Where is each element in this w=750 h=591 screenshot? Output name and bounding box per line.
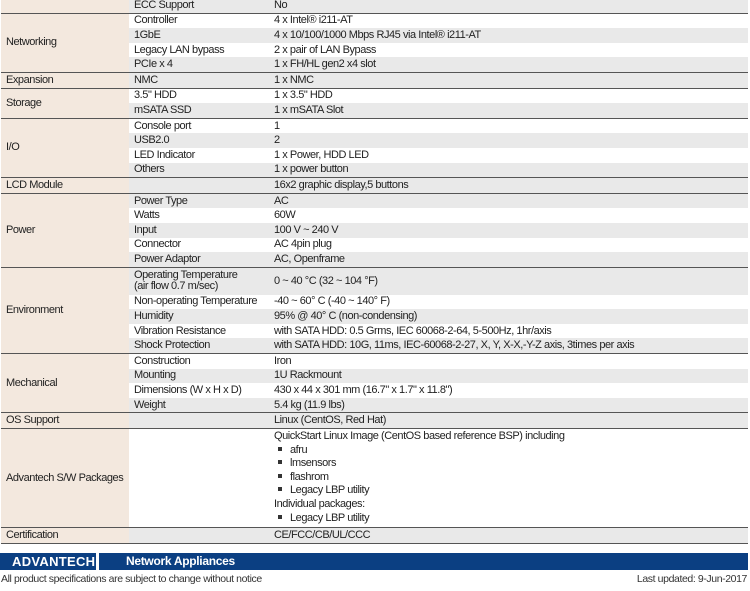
- key-cell: [129, 383, 269, 398]
- table-row: [1, 72, 748, 88]
- table-row: [1, 354, 748, 369]
- spec-key: NMC: [134, 73, 158, 86]
- spec-key: Connector: [134, 238, 181, 251]
- category-cell: Networking: [1, 13, 129, 72]
- category-cell: Storage: [1, 88, 129, 118]
- software-item: Legacy LBP utility: [274, 484, 743, 498]
- table-row: [1, 429, 748, 528]
- spec-key: Operating Temperature: [134, 269, 238, 282]
- table-row: [1, 0, 748, 13]
- spec-key: 1GbE: [134, 28, 161, 41]
- table-row: [1, 193, 748, 208]
- spec-value: 1 x Power, HDD LED: [274, 148, 369, 161]
- spec-key: Others: [134, 163, 165, 176]
- spec-key: Mounting: [134, 369, 176, 382]
- key-cell: [129, 13, 269, 28]
- spec-value: 1U Rackmount: [269, 369, 748, 384]
- spec-value: 4 x Intel® i211-AT: [274, 14, 353, 27]
- key-cell: [129, 295, 269, 310]
- spec-key: Vibration Resistance: [134, 324, 226, 337]
- spec-key: Power Adaptor: [134, 252, 201, 265]
- advantech-logo: ADVANTECH: [12, 554, 96, 569]
- category-cell: I/O: [1, 118, 129, 177]
- key-cell: [129, 0, 269, 13]
- key-cell: [129, 369, 269, 384]
- spec-key: Dimensions (W x H x D): [134, 384, 242, 397]
- spec-value: 1 x mSATA Slot: [269, 103, 748, 118]
- software-intro2: Individual packages:: [274, 498, 365, 510]
- spec-key: mSATA SSD: [134, 103, 192, 116]
- key-cell: [129, 413, 269, 429]
- category-cell: [1, 0, 129, 13]
- table-row: [1, 13, 748, 28]
- spec-key: PCIe x 4: [134, 58, 173, 71]
- spec-key: Watts: [134, 209, 160, 222]
- footer-bar: [0, 553, 748, 570]
- key-cell: [129, 57, 269, 72]
- category-cell: OS Support: [1, 413, 129, 429]
- spec-value: 2 x pair of LAN Bypass: [274, 43, 376, 56]
- footer-title: Network Appliances: [126, 554, 235, 568]
- spec-value: 1: [274, 119, 280, 132]
- software-item: lmsensors: [274, 457, 743, 471]
- logo-divider: [96, 553, 99, 570]
- spec-key: Construction: [134, 354, 191, 367]
- spec-value: 1 x 3.5" HDD: [274, 89, 333, 102]
- spec-value: 95% @ 40° C (non-condensing): [269, 309, 748, 324]
- category-cell: Power: [1, 193, 129, 267]
- spec-value: 0 ~ 40 °C (32 ~ 104 °F): [269, 267, 748, 295]
- spec-value: Iron: [274, 354, 292, 367]
- spec-value: 430 x 44 x 301 mm (16.7" x 1.7" x 11.8"): [274, 384, 453, 397]
- table-row: [1, 88, 748, 103]
- table-row: [1, 118, 748, 133]
- key-cell: [129, 324, 269, 339]
- table-row: [1, 267, 748, 295]
- spec-key: Humidity: [134, 310, 174, 323]
- software-item: afru: [274, 444, 743, 458]
- spec-value: 2: [269, 133, 748, 148]
- spec-key: Power Type: [134, 194, 188, 207]
- last-updated: Last updated: 9-Jun-2017: [636, 573, 747, 585]
- key-cell: [129, 267, 269, 295]
- spec-key: Controller: [134, 14, 178, 27]
- key-cell: [129, 72, 269, 88]
- key-cell: [129, 354, 269, 369]
- table-row: [1, 413, 748, 429]
- spec-value: -40 ~ 60° C (-40 ~ 140° F): [274, 295, 390, 308]
- spec-value: 16x2 graphic display,5 buttons: [269, 178, 748, 194]
- table-row: [1, 178, 748, 194]
- spec-value: AC 4pin plug: [274, 238, 332, 251]
- key-cell: [129, 208, 269, 223]
- key-cell: [129, 178, 269, 194]
- software-cell: [269, 429, 748, 528]
- key-cell: [129, 118, 269, 133]
- software-intro: QuickStart Linux Image (CentOS based reference BSP) including: [274, 430, 565, 443]
- key-cell: [129, 133, 269, 148]
- footer-notice: All product specifications are subject to change without notice: [1, 573, 262, 585]
- spec-value: 5.4 kg (11.9 lbs): [269, 398, 748, 413]
- key-cell: [129, 43, 269, 58]
- category-cell: Environment: [1, 267, 129, 353]
- key-cell: [129, 238, 269, 253]
- spec-key: Console port: [134, 119, 191, 132]
- spec-key: Weight: [134, 398, 166, 411]
- spec-value: 60W: [274, 209, 296, 222]
- spec-key: 3.5" HDD: [134, 89, 177, 102]
- key-cell: [129, 193, 269, 208]
- key-cell: [129, 252, 269, 267]
- category-cell: Certification: [1, 528, 129, 544]
- key-cell: [129, 429, 269, 528]
- key-cell: [129, 103, 269, 118]
- spec-value: 100 V ~ 240 V: [269, 223, 748, 238]
- key-cell: [129, 88, 269, 103]
- spec-value: AC: [269, 193, 748, 208]
- spec-value: 1 x NMC: [269, 72, 748, 88]
- key-cell: [129, 148, 269, 163]
- spec-value: No: [269, 0, 748, 13]
- key-cell: [129, 163, 269, 178]
- spec-key: Input: [134, 223, 157, 236]
- table-row: [1, 528, 748, 544]
- spec-value: CE/FCC/CB/UL/CCC: [269, 528, 748, 544]
- key-cell: [129, 309, 269, 324]
- spec-key-note: (air flow 0.7 m/sec): [134, 280, 218, 293]
- category-cell: LCD Module: [1, 178, 129, 194]
- spec-key: Legacy LAN bypass: [134, 43, 225, 56]
- software-item: flashrom: [274, 471, 743, 485]
- spec-value: 1 x FH/HL gen2 x4 slot: [269, 57, 748, 72]
- spec-key: Non-operating Temperature: [134, 295, 258, 308]
- software-item: Legacy LBP utility: [274, 512, 743, 526]
- category-cell: Advantech S/W Packages: [1, 429, 129, 528]
- spec-value: 1 x power button: [269, 163, 748, 178]
- spec-value: 4 x 10/100/1000 Mbps RJ45 via Intel® i211-AT: [269, 28, 748, 43]
- spec-key: Shock Protection: [134, 339, 210, 352]
- category-cell: Mechanical: [1, 354, 129, 413]
- key-cell: [129, 338, 269, 353]
- key-cell: [129, 398, 269, 413]
- spec-key: USB2.0: [134, 134, 170, 147]
- spec-key: LED Indicator: [134, 148, 195, 161]
- category-cell: Expansion: [1, 72, 129, 88]
- spec-key: ECC Support: [134, 0, 194, 11]
- spec-value: AC, Openframe: [269, 252, 748, 267]
- key-cell: [129, 528, 269, 544]
- spec-value: with SATA HDD: 0.5 Grms, IEC 60068-2-64, 5-500Hz, 1hr/axis: [274, 324, 552, 337]
- spec-table: [1, 0, 748, 544]
- key-cell: [129, 223, 269, 238]
- key-cell: [129, 28, 269, 43]
- spec-value: Linux (CentOS, Red Hat): [269, 413, 748, 429]
- spec-value: with SATA HDD: 10G, 11ms, IEC-60068-2-27, X, Y, X-X,-Y-Z axis, 3times per axis: [269, 338, 748, 353]
